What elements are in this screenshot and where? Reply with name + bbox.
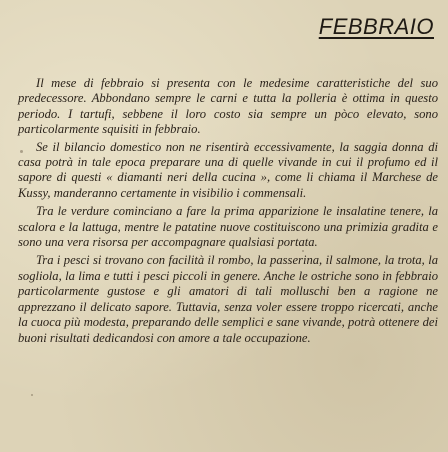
paper-speck [302,250,304,252]
paragraph-budget: Se il bilancio domestico non ne risentirà eccessivamente, la saggia donna di casa potrà in tale epoca preparare una di quelle vivande in cui il profumo ed il sapore di questi « diamanti neri della cucina », come li chiama il Marchese de Kussy, manderanno certamente in visibilio i commensali. [18,139,438,200]
paragraph-intro: Il mese di febbraio si presenta con le medesime caratteristiche del suo predecessore. Abbondano sempre le carni e tutta la polleria è ottima in questo periodo. I tartufi, sebbene il loro costo sia sempre un pòco elevato, sono particolarmente squisiti in febbraio. [18,76,438,137]
paper-speck [20,150,23,153]
page-title: FEBBRAIO [318,14,434,39]
paragraph-vegetables: Tra le verdure cominciano a fare la prima apparizione le insalatine tenere, la scalora e la lattuga, mentre le patatine nuove costituiscono una primizia gradita e sono una vera risorsa per accompagnare qualsiasi portata. [18,204,438,250]
paper-speck [31,394,33,396]
page-body [18,76,438,348]
paragraph-fish: Tra i pesci si trovano con facilità il rombo, la passerina, il salmone, la trota, la sogliola, la lima e tutti i pesci piccoli in genere. Anche le ostriche sono in febbraio particolarmente gustose e gli amatori di tali molluschi ben a ragione ne apprezzano il delicato sapore. Tuttavia, senza voler essere troppo ricercati, anche la cuoca più modesta, preparando delle semplici e sane vivande, potrà ottenere dei buoni risultati dedicandosi con amore a tale occupazione. [18,253,438,345]
